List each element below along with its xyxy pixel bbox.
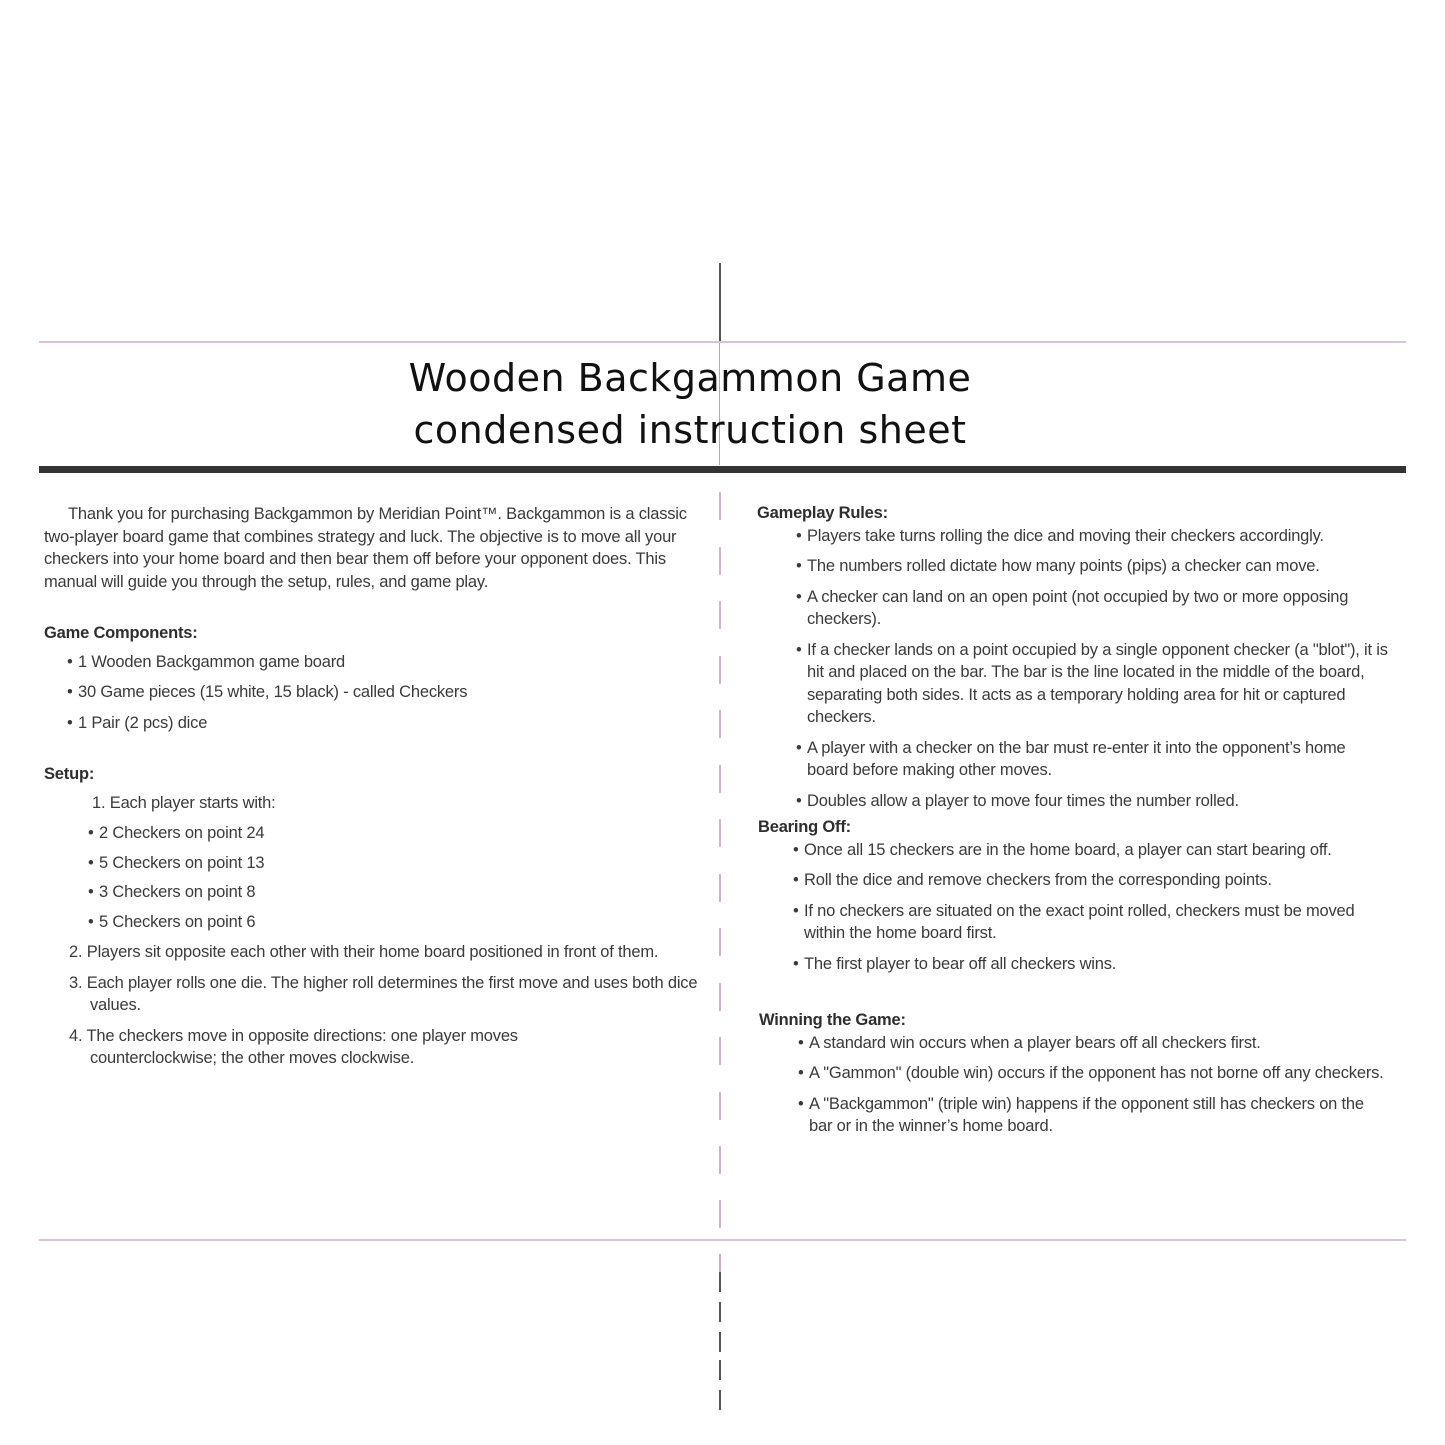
intro-paragraph: Thank you for purchasing Backgammon by Meridian Point™. Backgammon is a classic two-player board game that combines strategy and luck. The objective is to move all your checkers into your home board and then bear them off before your opponent does. This manual will guide you through the setup, rules, and game play. xyxy=(44,505,687,591)
setup-step xyxy=(68,792,696,815)
bearing-off-list xyxy=(804,839,1404,976)
list-item: • 5 Checkers on point 6 xyxy=(99,911,696,934)
top-center-tick xyxy=(719,263,721,341)
list-item: • The first player to bear off all checkers wins. xyxy=(804,953,1404,976)
list-item: • If no checkers are situated on the exact point rolled, checkers must be moved within the home board first. xyxy=(804,900,1379,945)
list-item: • Once all 15 checkers are in the home board, a player can start bearing off. xyxy=(804,839,1404,862)
setup-list xyxy=(44,792,696,1070)
gameplay-list xyxy=(807,525,1402,813)
components-heading: Game Components: xyxy=(44,624,198,642)
winning-heading: Winning the Game: xyxy=(759,1011,906,1029)
list-item: • The numbers rolled dictate how many points (pips) a checker can move. xyxy=(807,555,1402,578)
setup-heading: Setup: xyxy=(44,765,95,783)
list-item: • 1 Pair (2 pcs) dice xyxy=(78,712,696,735)
title-line-2: condensed instruction sheet xyxy=(413,408,967,452)
document-title xyxy=(340,352,1040,456)
step-number: 1. xyxy=(92,793,106,812)
bearing-off-heading: Bearing Off: xyxy=(758,818,851,836)
list-item: • A checker can land on an open point (not occupied by two or more opposing checkers). xyxy=(807,586,1352,631)
list-item: • 30 Game pieces (15 white, 15 black) - called Checkers xyxy=(78,681,696,704)
top-fold-line xyxy=(39,341,1406,343)
components-list xyxy=(78,651,696,735)
starting-positions-list xyxy=(99,822,696,933)
list-item: • 2 Checkers on point 24 xyxy=(99,822,696,845)
step-text: The checkers move in opposite directions: one player moves counterclockwise; the other moves clockwise. xyxy=(86,1026,518,1067)
setup-step xyxy=(69,1025,610,1070)
setup-step xyxy=(69,941,700,964)
winning-list xyxy=(809,1032,1389,1138)
list-item: • If a checker lands on a point occupied by a single opponent checker (a "blot"), it is hit and placed on the bar. The bar is the line located in the middle of the board, separating both sides. It acts as a temporary holding area for hit or captured checkers. xyxy=(807,639,1402,729)
list-item: • Doubles allow a player to move four times the number rolled. xyxy=(807,790,1402,813)
list-item: • A player with a checker on the bar must re-enter it into the opponent’s home board before making other moves. xyxy=(807,737,1372,782)
step-number: 3. xyxy=(69,973,83,992)
list-item: • A standard win occurs when a player bears off all checkers first. xyxy=(809,1032,1389,1055)
list-item: • A "Gammon" (double win) occurs if the opponent has not borne off any checkers. xyxy=(809,1062,1384,1085)
list-item: • Roll the dice and remove checkers from the corresponding points. xyxy=(804,869,1404,892)
bottom-fold-line xyxy=(39,1239,1406,1241)
step-text: Each player starts with: xyxy=(109,793,276,812)
step-text: Each player rolls one die. The higher roll determines the first move and uses both dice values. xyxy=(86,973,698,1014)
gameplay-heading: Gameplay Rules: xyxy=(757,504,888,522)
list-item: • 5 Checkers on point 13 xyxy=(99,852,696,875)
step-number: 4. xyxy=(69,1026,83,1045)
step-number: 2. xyxy=(69,943,83,961)
setup-step xyxy=(69,972,720,1017)
right-column xyxy=(757,502,1402,1138)
list-item: • Players take turns rolling the dice and moving their checkers accordingly. xyxy=(807,525,1402,548)
title-line-1: Wooden Backgammon Game xyxy=(408,356,972,400)
header-divider-bar xyxy=(39,466,1406,473)
list-item: • 1 Wooden Backgammon game board xyxy=(78,651,696,674)
step-text: Players sit opposite each other with their home board positioned in front of them. xyxy=(86,943,659,961)
left-column xyxy=(44,503,696,1070)
list-item: • 3 Checkers on point 8 xyxy=(99,881,696,904)
list-item: • A "Backgammon" (triple win) happens if the opponent still has checkers on the bar or in the winner’s home board. xyxy=(809,1093,1389,1138)
